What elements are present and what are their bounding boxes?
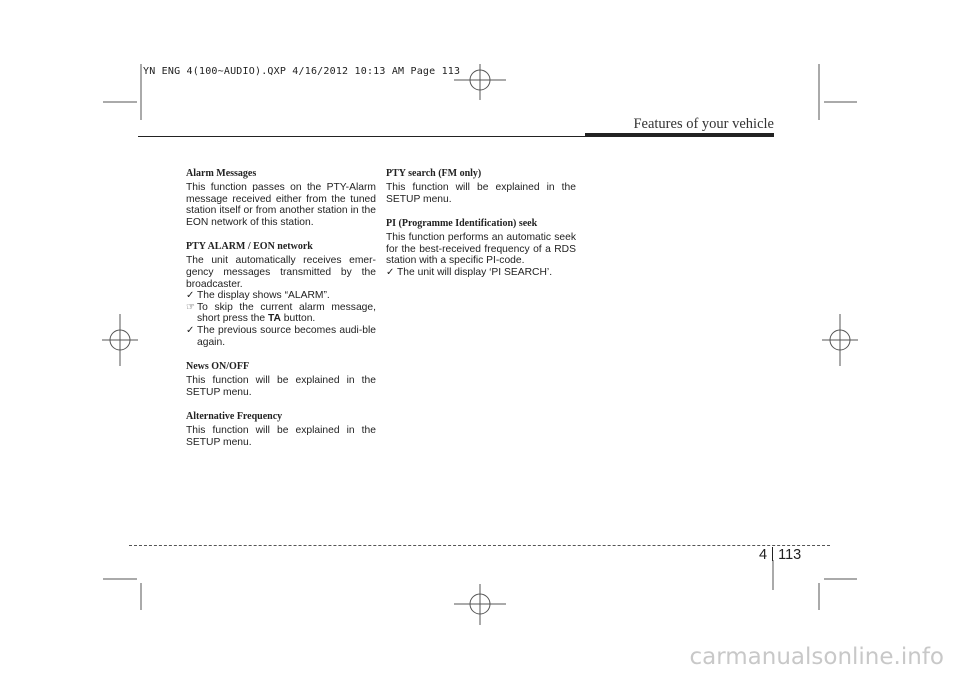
pty-alarm-bullet-display	[186, 290, 376, 302]
left-column	[186, 168, 376, 462]
check-icon: ✓	[386, 266, 395, 278]
print-slug: YN ENG 4(100~AUDIO).QXP 4/16/2012 10:13 AM Page 113	[143, 66, 461, 77]
pi-seek-bullet	[386, 267, 576, 279]
pty-alarm-text: The unit automatically receives emer-gency messages transmitted by the broadcaster.	[186, 255, 376, 290]
news-heading: News ON/OFF	[186, 361, 250, 373]
registration-mark-top	[454, 64, 506, 100]
pty-search-text: This function will be explained in the SETUP menu.	[386, 182, 576, 205]
header-rule-accent	[585, 133, 774, 137]
bullet-text: To skip the current alarm message, short press the	[197, 301, 376, 325]
pointing-hand-icon: ☞	[186, 301, 195, 313]
pty-alarm-bullet-skip	[186, 302, 376, 325]
registration-mark-left	[102, 314, 138, 366]
alarm-messages-heading: Alarm Messages	[186, 168, 257, 179]
footer-rule	[129, 545, 830, 546]
pty-search-heading: PTY search (FM only)	[386, 168, 482, 179]
check-icon: ✓	[186, 290, 195, 302]
check-icon: ✓	[186, 324, 195, 336]
header-rule	[138, 136, 585, 137]
section-title: Features of your vehicle	[633, 116, 774, 132]
news-text: This function will be explained in the SETUP menu.	[186, 375, 376, 398]
alternative-frequency-section	[186, 411, 376, 448]
bullet-text: The display shows “ALARM”.	[197, 290, 330, 302]
pi-seek-text: This function performs an automatic seek for the best-received frequency of a RDS station with a specific PI-code.	[386, 232, 576, 267]
chapter-number: 4	[759, 547, 768, 563]
page-number-value: 113	[778, 547, 802, 563]
alternative-frequency-text: This function will be explained in the SETUP menu.	[186, 425, 376, 448]
pi-seek-section	[386, 218, 576, 278]
bullet-text: The unit will display ‘PI SEARCH’.	[397, 266, 553, 278]
pi-seek-heading: PI (Programme Identification) seek	[386, 218, 538, 230]
registration-mark-right	[822, 314, 858, 366]
ta-button-label: TA	[267, 313, 281, 325]
page-number	[759, 547, 801, 563]
page-number-divider	[772, 547, 773, 561]
alarm-messages-text: This function passes on the PTY-Alarm message received either from the tuned station itself or from another station in the EON network of this station.	[186, 182, 376, 228]
registration-mark-bottom	[454, 584, 506, 625]
news-section	[186, 361, 376, 398]
bullet-text-end: button.	[280, 313, 316, 325]
watermark: carmanualsonline.info	[689, 644, 944, 670]
alarm-messages-section	[186, 168, 376, 228]
pty-search-section	[386, 168, 576, 205]
pty-alarm-section	[186, 241, 376, 348]
right-column	[386, 168, 576, 279]
alternative-frequency-heading: Alternative Frequency	[186, 411, 283, 423]
pty-alarm-bullet-previous	[186, 325, 376, 348]
pty-alarm-heading: PTY ALARM / EON network	[186, 241, 313, 253]
bullet-text: The previous source becomes audi-ble again.	[197, 324, 376, 348]
